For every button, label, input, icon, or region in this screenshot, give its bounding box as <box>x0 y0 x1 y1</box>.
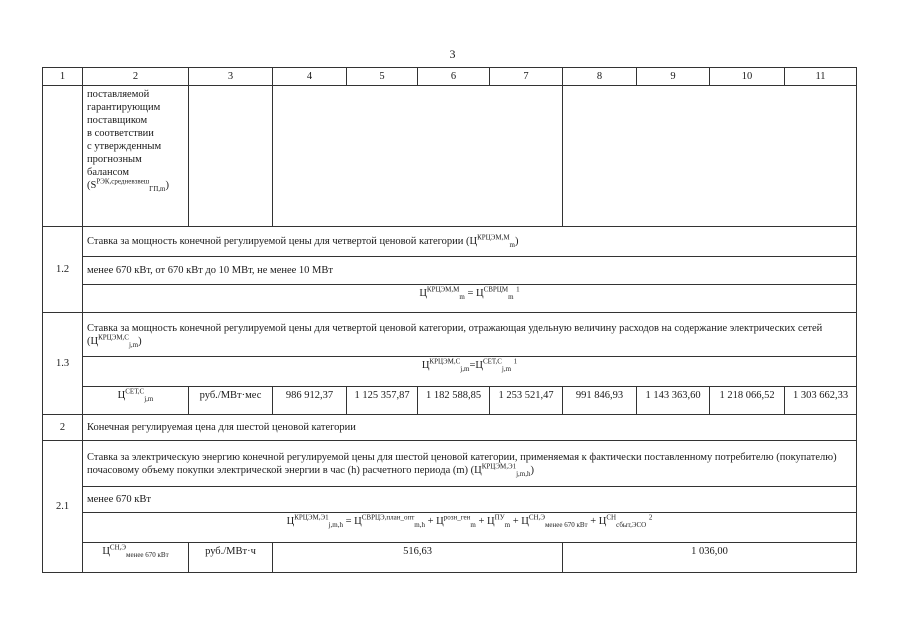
table-row <box>43 415 857 441</box>
col-num-8: 8 <box>563 68 637 86</box>
value-cell: 1 218 066,52 <box>710 387 785 415</box>
table-row <box>43 543 857 573</box>
section-title-1-3: Ставка за мощность конечной регулируемой цены для четвертой ценовой категории, отражающая удельную величину расходов на содержание электрических сетей $(Ц^{КРЦЭМ,С}_{j,m})$ <box>83 313 857 357</box>
col-num-4: 4 <box>273 68 347 86</box>
page-number: 3 <box>449 47 456 61</box>
value-cell: 1 253 521,47 <box>490 387 563 415</box>
section-title-1-2: Ставка за мощность конечной регулируемой цены для четвертой ценовой категории $(Ц^{КРЦЭМ,М}_m)$ <box>83 227 857 257</box>
row-number-2: 2 <box>43 415 83 441</box>
formula-2-1: $Ц^{КРЦЭМ,Э1}_{j,m,h} = Ц^{СВРЦЭ,план\_опт}_{m,h} + Ц^{розн\_ген}_m + Ц^{ПУ}_m + Ц^{СН,Э}_{менее 670 кВт} + Ц^{СН}_{сбыт,ЭСО}$ $^2$ <box>83 513 857 543</box>
table-row <box>43 357 857 387</box>
value-cell: 1 182 588,85 <box>418 387 490 415</box>
col-num-10: 10 <box>710 68 785 86</box>
table-row <box>43 387 857 415</box>
continued-description: поставляемой гарантирующим поставщиком в соответствии с утвержденным прогнозным балансом $(S^{РЭК,средневзвеш}_{ГП,m})$ <box>83 86 189 227</box>
col-num-6: 6 <box>418 68 490 86</box>
tariff-table <box>42 67 857 573</box>
section-title-2: Конечная регулируемая цена для шестой ценовой категории <box>83 415 857 441</box>
table-row <box>43 86 857 227</box>
row-number-2-1: 2.1 <box>43 441 83 573</box>
rate-symbol-1-3: $Ц^{СЕТ,С}_{j,m}$ <box>83 387 189 415</box>
unit-2-1: руб./МВт·ч <box>189 543 273 573</box>
value-cell: 1 125 357,87 <box>347 387 418 415</box>
power-range-2-1: менее 670 кВт <box>83 487 857 513</box>
value-cell: 1 036,00 <box>563 543 857 573</box>
balance-symbol: $(S^{РЭК,средневзвеш}_{ГП,m})$ <box>87 177 169 194</box>
section-title-2-1: Ставка за электрическую энергию конечной регулируемой цены для шестой ценовой категории, применяемая к фактически поставленному потребителю (покупателю) почасовому объему покупки электрической энергии в час (h) расчетного периода (m) $(Ц^{КРЦЭМ,Э1}_{j,m,h})$ <box>83 441 857 487</box>
row-number-1-3: 1.3 <box>43 313 83 415</box>
formula-1-3: $Ц^{КРЦЭМ,С}_{j,m}=Ц^{СЕТ,С}_{j,m}$ $^1$ <box>83 357 857 387</box>
value-cell: 1 143 363,60 <box>637 387 710 415</box>
value-cell: 991 846,93 <box>563 387 637 415</box>
value-cell: 986 912,37 <box>273 387 347 415</box>
col-num-2: 2 <box>83 68 189 86</box>
col-num-7: 7 <box>490 68 563 86</box>
column-number-row <box>43 68 857 86</box>
col-num-3: 3 <box>189 68 273 86</box>
value-cell: 516,63 <box>273 543 563 573</box>
table-row <box>43 441 857 487</box>
table-row <box>43 227 857 257</box>
footnote-mark: 1 <box>516 285 520 294</box>
col-num-5: 5 <box>347 68 418 86</box>
row-number-1-2: 1.2 <box>43 227 83 313</box>
footnote-mark: 2 <box>648 513 653 522</box>
power-range-1-2: менее 670 кВт, от 670 кВт до 10 МВт, не менее 10 МВт <box>83 257 857 285</box>
rate-symbol-2-1: $Ц^{СН,Э}_{менее 670 кВт}$ <box>83 543 189 573</box>
footnote-mark: 1 <box>513 357 518 366</box>
col-num-9: 9 <box>637 68 710 86</box>
table-row <box>43 487 857 513</box>
table-row <box>43 257 857 285</box>
table-row <box>43 285 857 313</box>
value-cell: 1 303 662,33 <box>785 387 857 415</box>
table-row <box>43 513 857 543</box>
table-row <box>43 313 857 357</box>
col-num-1: 1 <box>43 68 83 86</box>
formula-1-2: $Ц^{КРЦЭМ,М}_m = Ц^{СВРЦМ}_m$ $^1$ <box>83 285 857 313</box>
unit-1-3: руб./МВт·мес <box>189 387 273 415</box>
col-num-11: 11 <box>785 68 857 86</box>
